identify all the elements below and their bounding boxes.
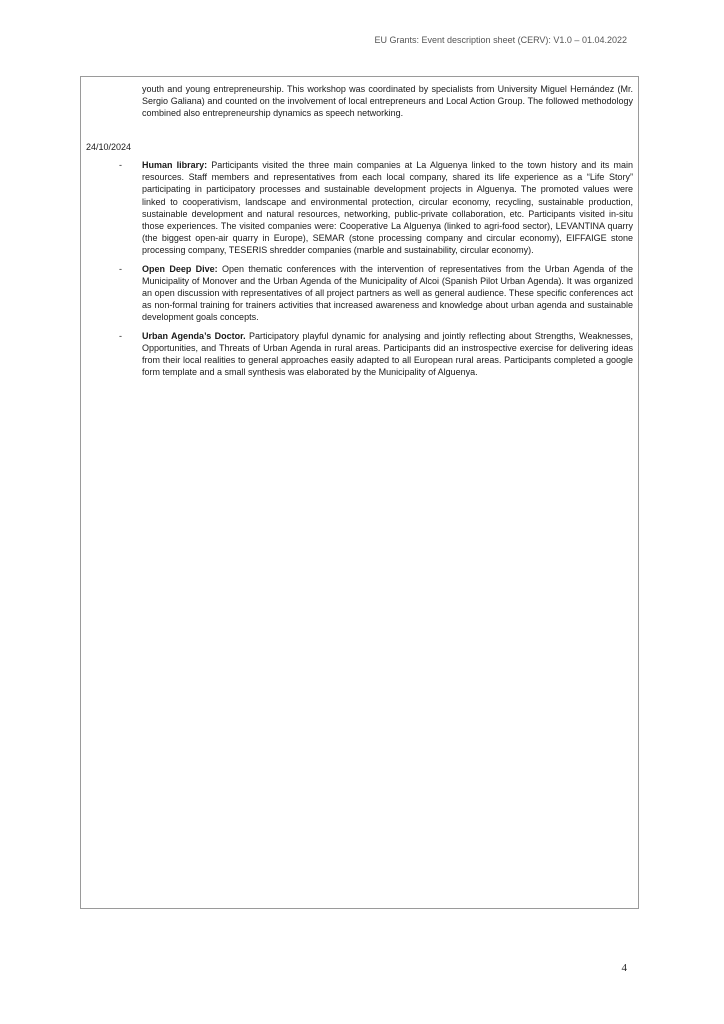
content-frame	[80, 76, 639, 909]
list-dash: -	[119, 330, 122, 341]
activity-title: Human library:	[142, 160, 208, 170]
activity-list	[81, 159, 638, 384]
activity-body	[142, 159, 633, 257]
activity-item-open-deep-dive	[81, 263, 638, 324]
activity-item-human-library	[81, 159, 638, 257]
list-dash: -	[119, 263, 122, 274]
page-header: EU Grants: Event description sheet (CERV): V1.0 – 01.04.2022	[374, 35, 627, 45]
activity-title: Open Deep Dive:	[142, 263, 218, 274]
activity-description: Participatory playful dynamic for analysing and jointly reflecting about Strengths, Weaknesses, Opportunities, and Threats of Urban Agenda in rural areas. Participants did an instrospective exercise for delivering ideas from their local realities to general approaches easily adapted to all European rural areas. Participants completed a google form template and a small synthesis was elaborated by the Municipality of Alguenya.	[142, 330, 633, 378]
list-dash: -	[119, 160, 122, 170]
activity-title: Urban Agenda’s Doctor.	[142, 330, 246, 341]
continuation-paragraph: youth and young entrepreneurship. This workshop was coordinated by specialists from University Miguel Hernández (Mr. Sergio Galiana) and counted on the involvement of local entrepreneurs and Local Action Group. The followed methodology combined also entrepreneurship dynamics as speech networking.	[142, 84, 633, 119]
activity-body	[142, 330, 633, 379]
activity-description: Open thematic conferences with the intervention of representatives from the Urban Agenda of the Municipality of Monover and the Urban Agenda of the Municipality of Alcoi (Spanish Pilot Urban Agenda). It was organized an open discussion with representatives of all project partners as well as general audience. These specific conferences act as non-formal training for trainers activities that increased awareness and knowledge about urban agenda and sustainable development goals concepts.	[142, 263, 633, 323]
activity-item-urban-agenda-doctor	[81, 330, 638, 379]
activity-body	[142, 263, 633, 324]
activity-description: Participants visited the three main companies at La Alguenya linked to the town history and its main resources. Staff members and representatives from each local company, shared its life experience as a “Life Story” participating in participatory processes and sustainable development projects in Alguenya. The promoted values were linked to cooperativism, landscape and environmental protection, circular economy, recycling, sustainable production, sustainable development and natural resources, networking, public-private collaboration, etc. Participants visited in-situ those experiences. The visited companies were: Cooperative La Alguenya (linked to agri-food sector), LEVANTINA quarry (the biggest open-air quarry in Europe), SEMAR (stone processing company and circular economy), EIFFAIGE stone processing company, TESERIS shredder companies (marble and sustainability, circular economy).	[142, 160, 633, 256]
event-date: 24/10/2024	[86, 142, 132, 152]
page-number: 4	[621, 962, 627, 974]
